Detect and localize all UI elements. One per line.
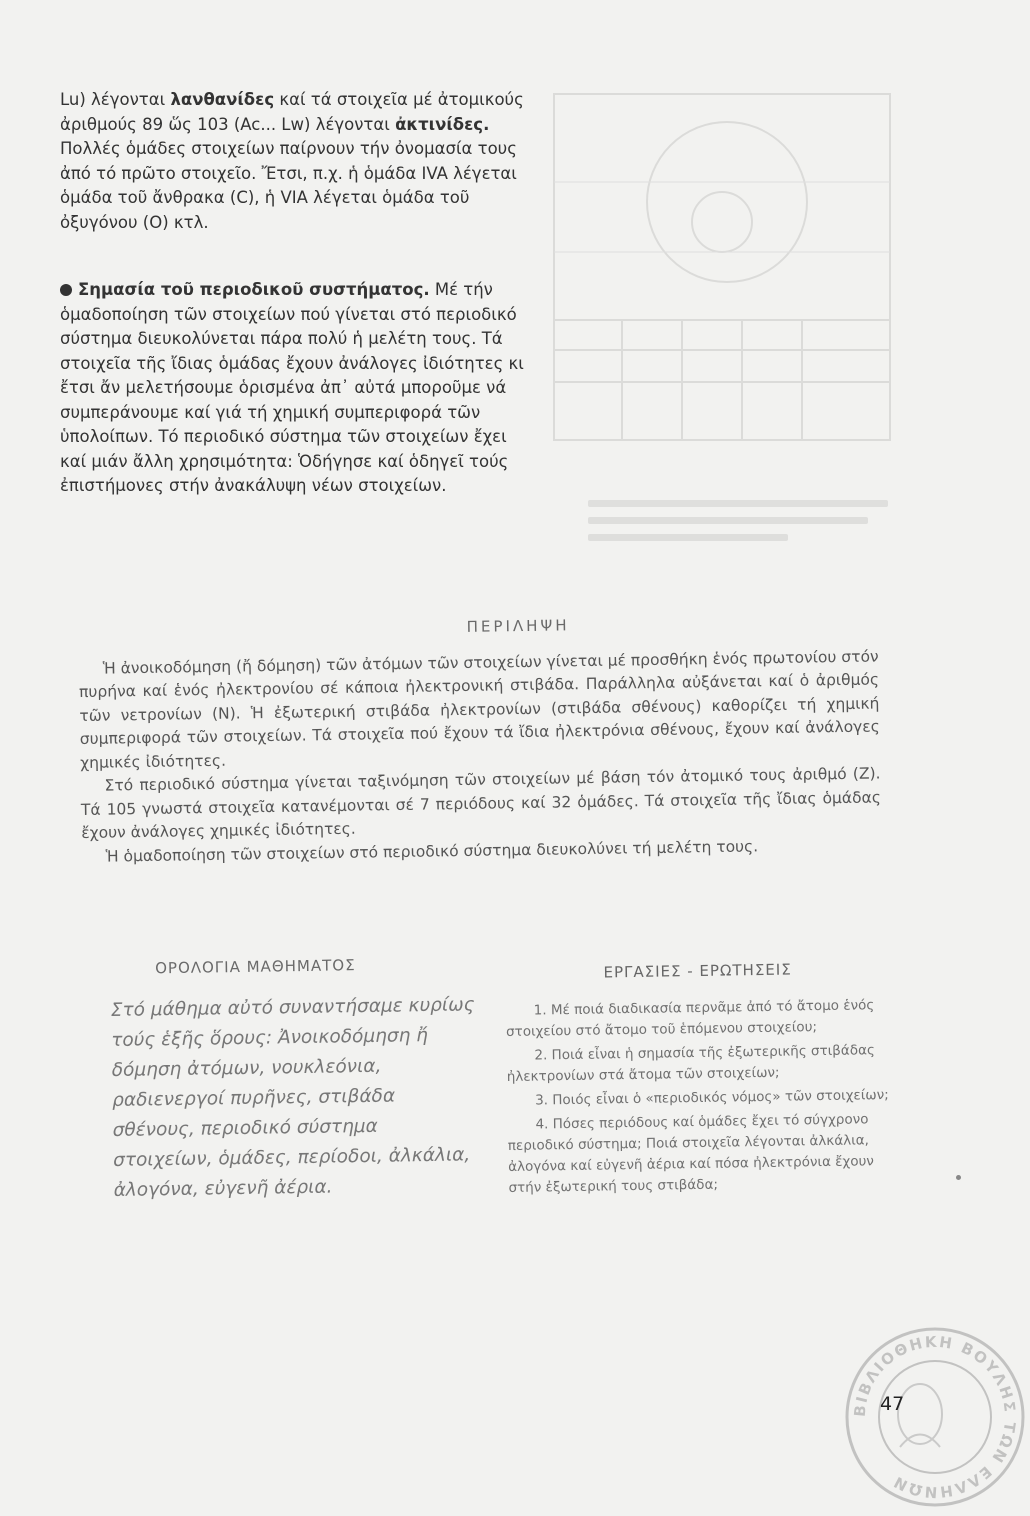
question-item: 1. Μέ ποιά διαδικασία περνᾶμε ἀπό τό ἄτομο ἑνός στοιχείου στό ἄτομο τοῦ ἑπόμενου στοιχείου; (505, 997, 875, 1040)
question-item: 4. Πόσες περιόδους καί ὁμάδες ἔχει τό σύγχρονο περιοδικό σύστημα; Ποιά στοιχεῖα λέγονται ἀλκάλια, ἀλογόνα καί εὐγενῆ ἀέρια καί πόσα ἠλεκτρόνια ἔχουν στήν ἐξωτερική τους στιβάδα; (507, 1111, 875, 1196)
summary-paragraph: Ἡ ἀνοικοδόμηση (ἤ δόμηση) τῶν ἀτόμων τῶν στοιχείων γίνεται μέ προσθήκη ἑνός πρωτονίου στόν πυρήνα καί ἑνός ἠλεκτρονίου σέ κάποια ἠλεκτρονική στιβάδα. Παράλληλα αὐξάνεται καί ὁ ἀριθμός τῶν νετρονίων (N). Ἡ ἐξωτερική στιβάδα ἠλεκτρονίων (στιβάδα σθένους) καθορίζει τή χημική συμπεριφορά τῶν στοιχείων. Τά στοιχεῖα πού ἔχουν τά ἴδια ἠλεκτρόνια σθένους, ἔχουν καί ἀνάλογες χημικές ἰδιότητες. (78, 646, 880, 772)
exercises-heading: ΕΡΓΑΣΙΕΣ - ΕΡΩΤΗΣΕΙΣ (603, 960, 792, 982)
bullet-icon (60, 284, 72, 296)
intro-text-2: καί τά στοιχεῖα μέ ἀτομικούς ἀριθμούς 89 ὥς 103 (Ac... Lw) λέγονται (60, 90, 524, 134)
significance-text: Μέ τήν ὁμαδοποίηση τῶν στοιχείων πού γίνεται στό περιοδικό σύστημα διευκολύνεται πάρα πολύ ἡ μελέτη τους. Τά στοιχεῖα τῆς ἴδιας ὁμάδας ἔχουν ἀνάλογες ἰδιότητες κι ἔτσι ἄν μελετήσουμε ὁρισμένα ἀπ᾽ αὐτά μποροῦμε νά συμπεράνουμε καί γιά τή χημική συμπεριφορά τῶν ὑπολοίπων. Τό περιοδικό σύστημα τῶν στοιχείων ἔχει καί μιάν ἄλλη χρησιμότητα: Ὁδήγησε καί ὁδηγεῖ τούς ἐπιστήμονες στήν ἀνακάλυψη νέων στοιχείων. (60, 280, 524, 495)
show-through-figure (552, 92, 892, 442)
intro-paragraph (60, 88, 530, 235)
stamp-text: ΒΙΒΛΙΟΘΗΚΗ ΒΟΥΛΗΣ ΤΩΝ ΕΛΛΗΝΩΝ (850, 1332, 1020, 1502)
speck (956, 1175, 961, 1180)
significance-section (60, 278, 532, 499)
significance-heading: Σημασία τοῦ περιοδικοῦ συστήματος. (78, 280, 430, 299)
terminology-heading: ΟΡΟΛΟΓΙΑ ΜΑΘΗΜΑΤΟΣ (154, 956, 356, 978)
show-through-caption (588, 500, 888, 551)
question-item: 3. Ποιός εἶναι ὁ «περιοδικός νόμος» τῶν στοιχείων; (535, 1086, 889, 1109)
terminology-text: Στό μάθημα αὐτό συναντήσαμε κυρίως τούς ἑξῆς ὅρους: Ἀνοικοδόμηση ἤ δόμηση ἀτόμων, νουκλεόνια, ραδιενεργοί πυρῆνες, στιβάδα σθένους, περιοδικό σύστημα στοιχείων, ὁμάδες, περίοδοι, ἀλκάλια, ἀλογόνα, εὐγενῆ ἀέρια. (110, 994, 475, 1201)
svg-text:ΒΙΒΛΙΟΘΗΚΗ ΒΟΥΛΗΣ ΤΩΝ ΕΛΛΗΝΩΝ (851, 1333, 1019, 1502)
summary-section (78, 609, 882, 869)
intro-text-1: Lu) λέγονται (60, 90, 171, 109)
terminology-section (110, 954, 484, 1206)
library-stamp-icon (840, 1322, 1030, 1512)
summary-paragraph: Στό περιοδικό σύστημα γίνεται ταξινόμηση τῶν στοιχείων μέ βάση τόν ἀτομικό τους ἀριθμό (Z). Τά 105 γνωστά στοιχεῖα κατανέμονται σέ 7 περιόδους καί 32 ὁμάδες. Τά στοιχεῖα τῆς ἴδιας ὁμάδας ἔχουν ἀνάλογες χημικές ἰδιότητες. (80, 764, 881, 842)
summary-paragraph: Ἡ ὁμαδοποίηση τῶν στοιχείων στό περιοδικό σύστημα διευκολύνει τή μελέτη τους. (105, 836, 759, 866)
intro-text-3: Πολλές ὁμάδες στοιχείων παίρνουν τήν ὀνομασία τους ἀπό τό πρῶτο στοιχεῖο. Ἔτσι, π.χ. ἡ ὁμάδα IVA λέγεται ὁμάδα τοῦ ἄνθρακα (C), ἡ VIA λέγεται ὁμάδα τοῦ ὀξυγόνου (O) κτλ. (60, 139, 517, 232)
question-item: 2. Ποιά εἶναι ἡ σημασία τῆς ἐξωτερικῆς στιβάδας ἠλεκτρονίων στά ἄτομα τῶν στοιχείων; (506, 1042, 875, 1085)
page-number: 47 (880, 1393, 905, 1415)
exercises-section (505, 958, 894, 1202)
term-actinides: ἀκτινίδες. (395, 114, 490, 134)
summary-heading: ΠΕΡΙΛΗΨΗ (466, 616, 570, 636)
term-lanthanides: λανθανίδες (170, 90, 275, 109)
